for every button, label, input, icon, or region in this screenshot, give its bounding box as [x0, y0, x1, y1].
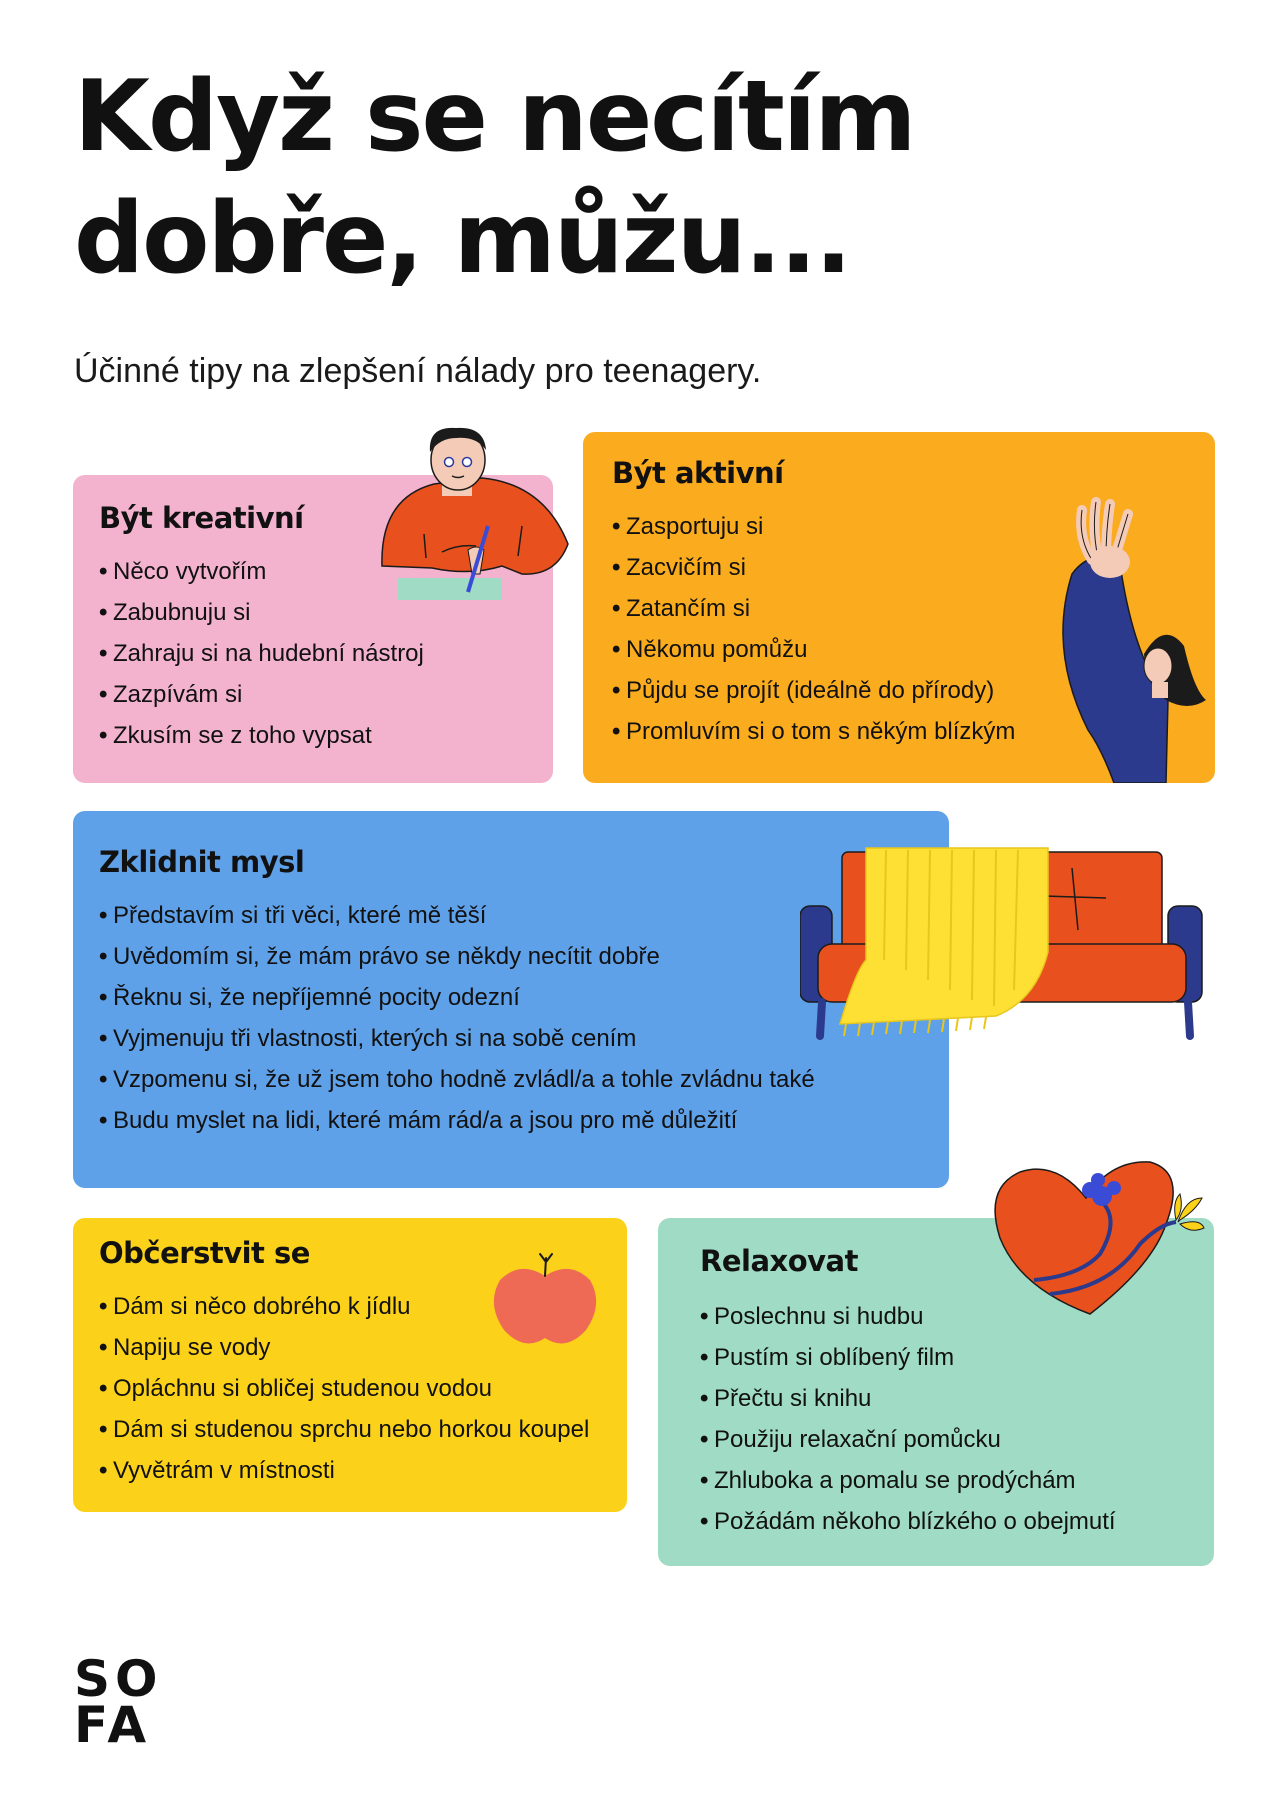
list-item: • Půjdu se projít (ideálně do přírody) — [612, 670, 1015, 711]
sofa-logo — [74, 1650, 163, 1754]
card-heading: Být aktivní — [612, 456, 784, 490]
card-heading: Být kreativní — [99, 501, 304, 535]
list-item: • Vyvětrám v místnosti — [99, 1450, 589, 1491]
tips-list — [700, 1296, 1116, 1542]
list-item: • Vzpomenu si, že už jsem toho hodně zvládl/a a tohle zvládnu také — [99, 1059, 815, 1100]
logo-line-2: FA — [74, 1696, 152, 1754]
tips-list — [612, 506, 1015, 752]
list-item: • Poslechnu si hudbu — [700, 1296, 1116, 1337]
heart-flower-illustration — [990, 1158, 1205, 1318]
list-item: • Použiju relaxační pomůcku — [700, 1419, 1116, 1460]
list-item: • Něco vytvořím — [99, 551, 424, 592]
list-item: • Budu myslet na lidi, které mám rád/a a jsou pro mě důležití — [99, 1100, 815, 1141]
list-item: • Pustím si oblíbený film — [700, 1337, 1116, 1378]
card-heading: Relaxovat — [700, 1244, 858, 1278]
apple-illustration — [490, 1248, 600, 1348]
list-item: • Zhluboka a pomalu se prodýchám — [700, 1460, 1116, 1501]
list-item: • Zkusím se z toho vypsat — [99, 715, 424, 756]
list-item: • Zabubnuju si — [99, 592, 424, 633]
page-subtitle: Účinné tipy na zlepšení nálady pro teenagery. — [74, 352, 762, 390]
page-title-line-2: dobře, můžu... — [74, 182, 851, 296]
list-item: • Představím si tři věci, které mě těší — [99, 895, 815, 936]
list-item: • Řeknu si, že nepříjemné pocity odezní — [99, 977, 815, 1018]
page-title — [74, 56, 1234, 300]
person-drawing-illustration — [372, 426, 572, 606]
page-title-line-1: Když se necítím — [74, 60, 915, 174]
list-item: • Zahraju si na hudební nástroj — [99, 633, 424, 674]
list-item: • Zasportuju si — [612, 506, 1015, 547]
list-item: • Napiju se vody — [99, 1327, 589, 1368]
list-item: • Vyjmenuju tři vlastnosti, kterých si na sobě cením — [99, 1018, 815, 1059]
tips-list — [99, 895, 815, 1141]
list-item: • Požádám někoho blízkého o obejmutí — [700, 1501, 1116, 1542]
list-item: • Přečtu si knihu — [700, 1378, 1116, 1419]
list-item: • Někomu pomůžu — [612, 629, 1015, 670]
list-item: • Uvědomím si, že mám právo se někdy necítit dobře — [99, 936, 815, 977]
card-heading: Občerstvit se — [99, 1236, 310, 1270]
list-item: • Dám si studenou sprchu nebo horkou koupel — [99, 1409, 589, 1450]
list-item: • Opláchnu si obličej studenou vodou — [99, 1368, 589, 1409]
logo-line-1: SO — [74, 1650, 163, 1708]
list-item: • Zatančím si — [612, 588, 1015, 629]
card-heading: Zklidnit mysl — [99, 845, 305, 879]
list-item: • Zacvičím si — [612, 547, 1015, 588]
list-item: • Zazpívám si — [99, 674, 424, 715]
waving-person-illustration — [1048, 490, 1215, 783]
list-item: • Dám si něco dobrého k jídlu — [99, 1286, 589, 1327]
sofa-illustration — [800, 840, 1214, 1040]
list-item: • Promluvím si o tom s někým blízkým — [612, 711, 1015, 752]
